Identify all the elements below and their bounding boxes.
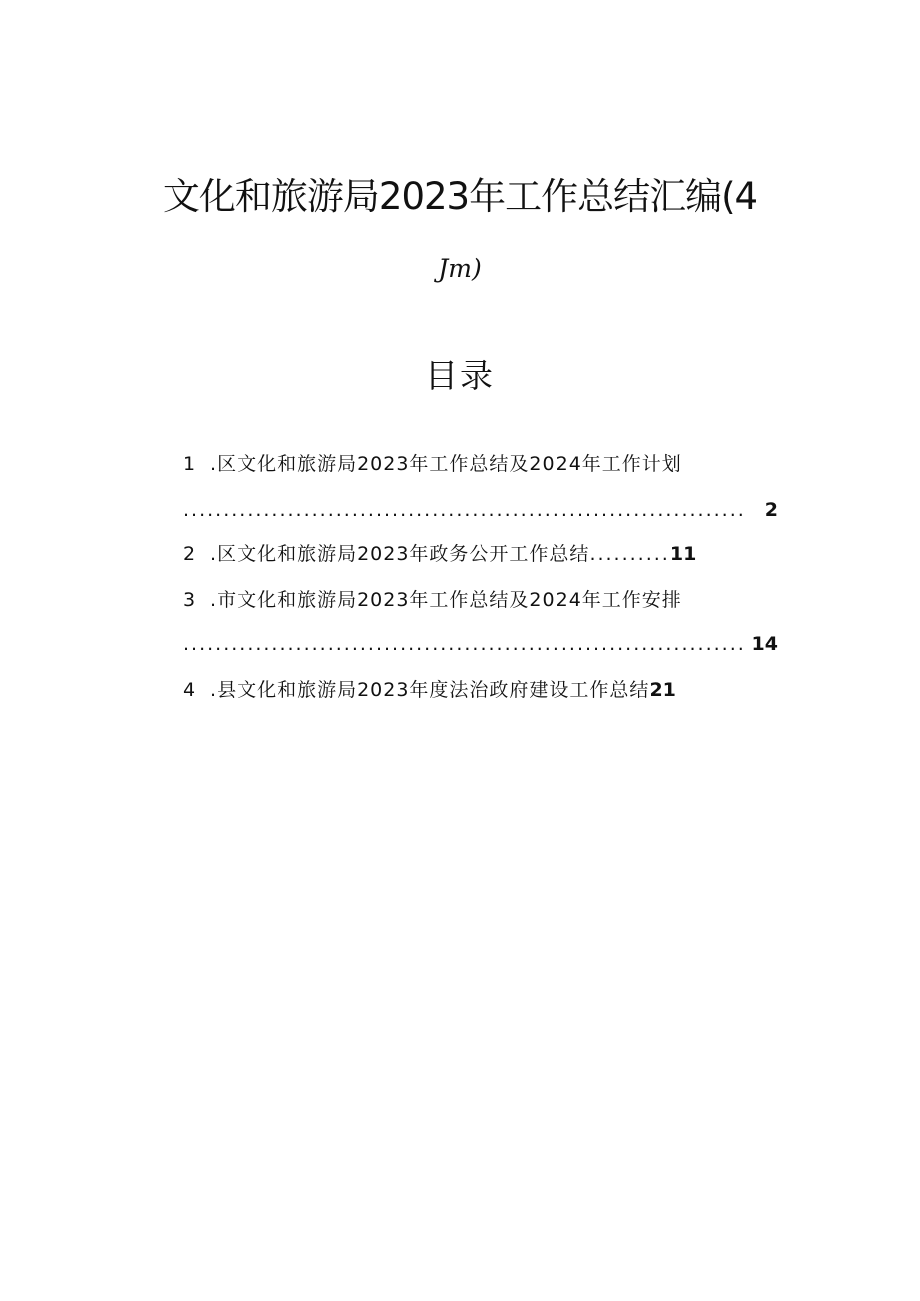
document-title-continuation: Jm) <box>438 254 482 283</box>
toc-entry-number: 4 <box>183 679 196 701</box>
toc-page-number: 14 <box>751 633 778 655</box>
toc-entry-number: 3 <box>183 589 196 611</box>
toc-leader-dots: ...................................................................... <box>183 633 746 655</box>
toc-page-number: 21 <box>649 679 676 701</box>
toc-entry-title: .市文化和旅游局2023年工作总结及2024年工作安排 <box>203 589 682 611</box>
toc-entry-1[interactable] <box>183 452 778 476</box>
toc-heading: 目录 <box>425 356 495 395</box>
toc-entry-title: .区文化和旅游局2023年工作总结及2024年工作计划 <box>203 453 682 475</box>
toc-entry-3-leader-line <box>183 632 778 656</box>
toc-entry-2[interactable] <box>183 542 778 566</box>
toc-leader-dots: ...................................................................... <box>183 499 746 521</box>
toc-entry-1-leader-line <box>183 498 778 522</box>
toc-entry-title: .县文化和旅游局2023年度法治政府建设工作总结 <box>203 679 650 701</box>
toc-page-number: 11 <box>669 543 697 565</box>
toc-entry-3[interactable] <box>183 588 778 612</box>
toc-page-number: 2 <box>764 499 778 521</box>
document-title: 文化和旅游局2023年工作总结汇编(4 <box>162 175 758 218</box>
toc-entry-4[interactable] <box>183 678 778 702</box>
toc-entry-title: .区文化和旅游局2023年政务公开工作总结 <box>203 543 590 565</box>
toc-entry-number: 1 <box>183 453 196 475</box>
toc-entry-number: 2 <box>183 543 196 565</box>
toc-leader-dots: .......... <box>589 543 670 565</box>
